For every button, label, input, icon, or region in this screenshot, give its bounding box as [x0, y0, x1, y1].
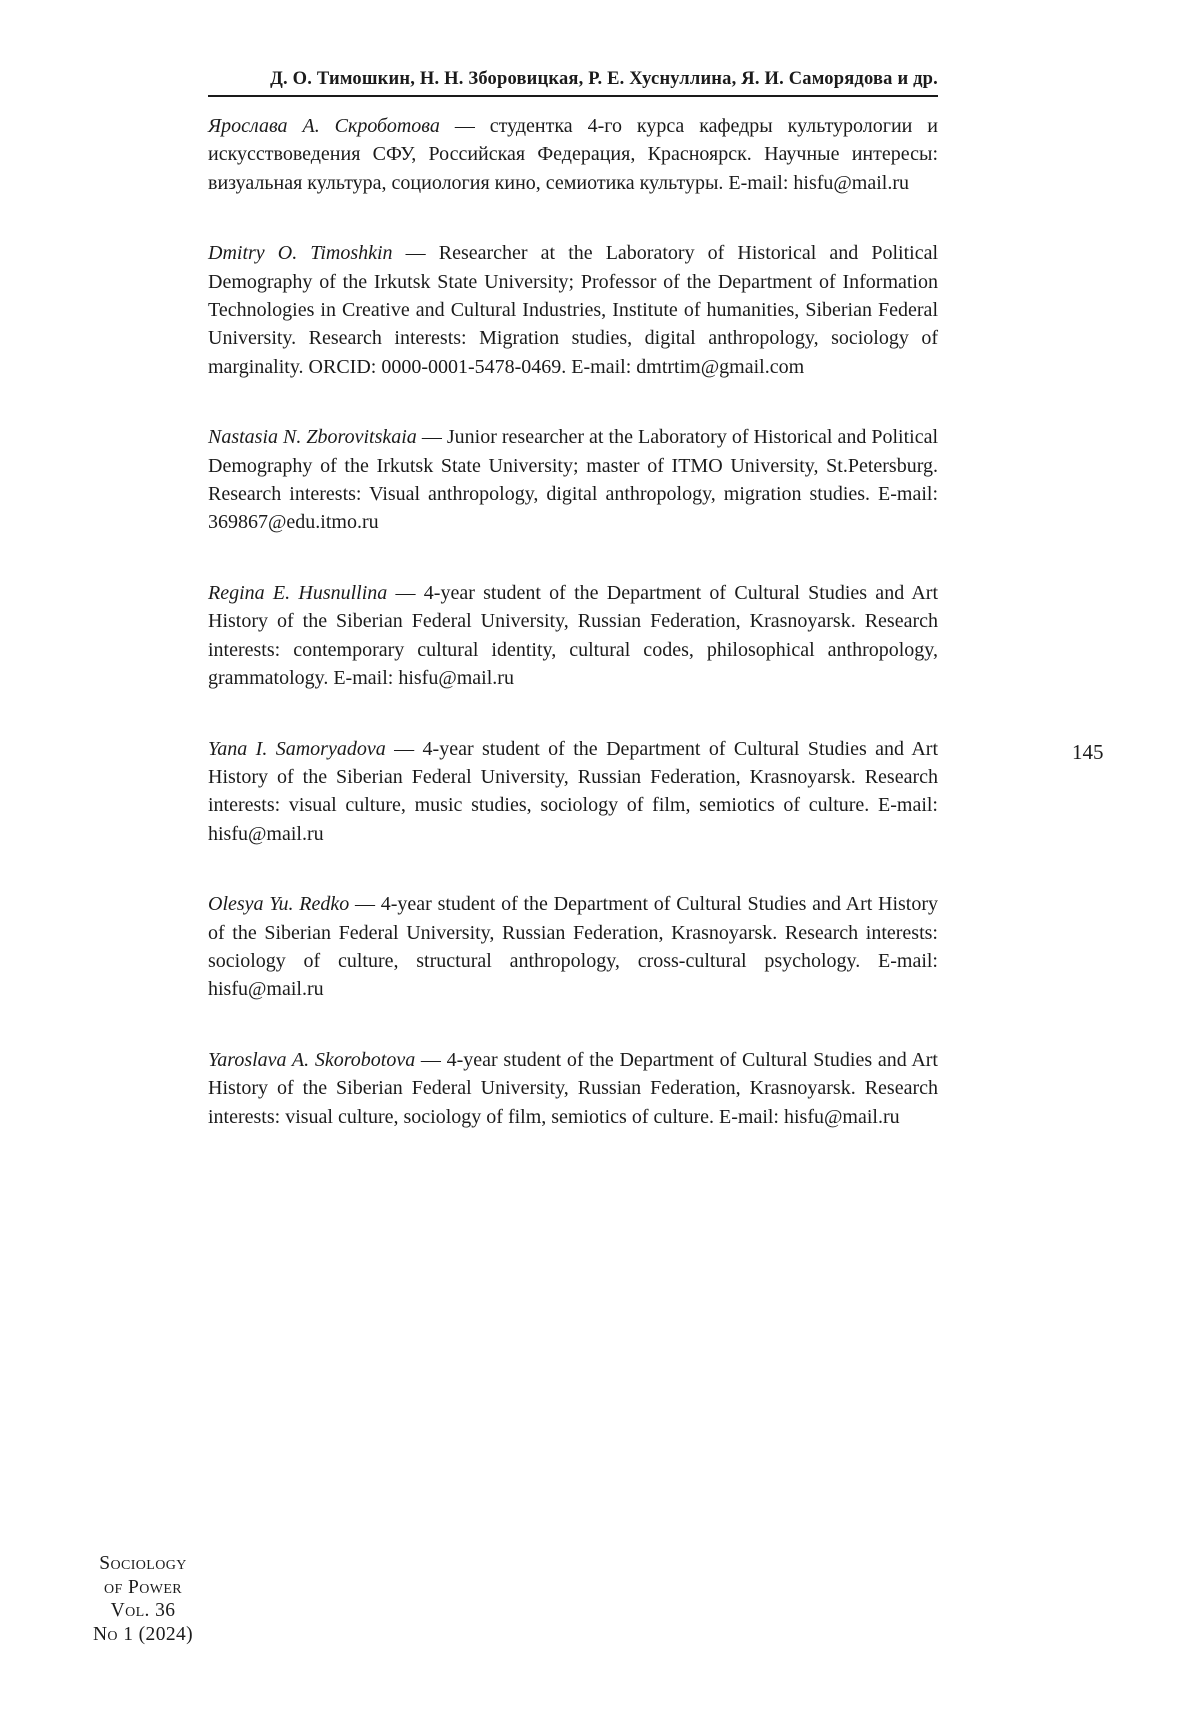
- bio-text: — 4-year student of the Department of Cultural Studies and Art History of the Siberian Federal University, Russian Federation, Krasnoyarsk. Research interests: visual culture, sociology of film, semiotics of culture. E-mail: hisfu@mail.ru: [208, 1048, 938, 1128]
- bio-author-name: Yaroslava A. Skorobotova: [208, 1048, 416, 1071]
- journal-footer: [68, 1552, 218, 1646]
- bio-paragraph: [208, 423, 938, 537]
- bio-paragraph: [208, 1046, 938, 1131]
- bio-paragraph: [208, 735, 938, 849]
- bio-author-name: Olesya Yu. Redko: [208, 893, 350, 916]
- author-bios-section: [208, 112, 938, 1173]
- bio-text: — студентка 4-го курса кафедры культурологии и искусствоведения СФУ, Российская Федерация, Красноярск. Научные интересы: визуальная культура, социология кино, семиотика культуры. E-mail: hisfu@mail.ru: [208, 115, 939, 194]
- footer-volume: Vol. 36: [110, 1600, 176, 1621]
- bio-author-name: Regina E. Husnullina: [208, 581, 388, 604]
- bio-paragraph: [208, 239, 938, 381]
- footer-issue: No 1 (2024): [92, 1623, 194, 1645]
- bio-author-name: Nastasia N. Zborovitskaia: [208, 426, 417, 449]
- bio-paragraph: [208, 890, 938, 1004]
- bio-author-name: Yana I. Samoryadova: [208, 737, 386, 760]
- bio-text: — 4-year student of the Department of Cultural Studies and Art History of the Siberian Federal University, Russian Federation, Krasnoyarsk. Research interests: sociology of culture, structural anthropology, cross-cultural psychology. E-mail: hisfu@mail.ru: [208, 893, 939, 1001]
- bio-paragraph: [208, 112, 938, 197]
- bio-paragraph: [208, 579, 938, 693]
- page-number: 145: [1072, 740, 1104, 764]
- bio-text: — Researcher at the Laboratory of Historical and Political Demography of the Irkutsk State University; Professor of the Department of Information Technologies in Creative and Cultural Industries, Institute of humanities, Siberian Federal University. Research interests: Migration studies, digital anthropology, sociology of marginality. ORCID: 0000-0001-5478-0469. E-mail: dmtrtim@gmail.com: [208, 242, 939, 378]
- bio-text: — 4-year student of the Department of Cultural Studies and Art History of the Siberian Federal University, Russian Federation, Krasnoyarsk. Research interests: visual culture, music studies, sociology of film, semiotics of culture. E-mail: hisfu@mail.ru: [208, 737, 939, 845]
- footer-journal-title-line2: of Power: [103, 1576, 183, 1598]
- footer-journal-title-line1: Sociology: [99, 1553, 187, 1574]
- bio-author-name: Dmitry O. Timoshkin: [208, 242, 393, 265]
- running-head: Д. О. Тимошкин, Н. Н. Зборовицкая, Р. Е. Хуснуллина, Я. И. Саморядова и др.: [208, 68, 938, 97]
- bio-text: — 4-year student of the Department of Cultural Studies and Art History of the Siberian Federal University, Russian Federation, Krasnoyarsk. Research interests: contemporary cultural identity, cultural codes, philosophical anthropology, grammatology. E-mail: hisfu@mail.ru: [208, 581, 939, 690]
- bio-text: — Junior researcher at the Laboratory of Historical and Political Demography of the Irkutsk State University; master of ITMO University, St.Petersburg. Research interests: Visual anthropology, digital anthropology, migration studies. E-mail: 369867@edu.itmo.ru: [208, 426, 939, 534]
- bio-author-name: Ярослава А. Скроботова: [208, 115, 440, 137]
